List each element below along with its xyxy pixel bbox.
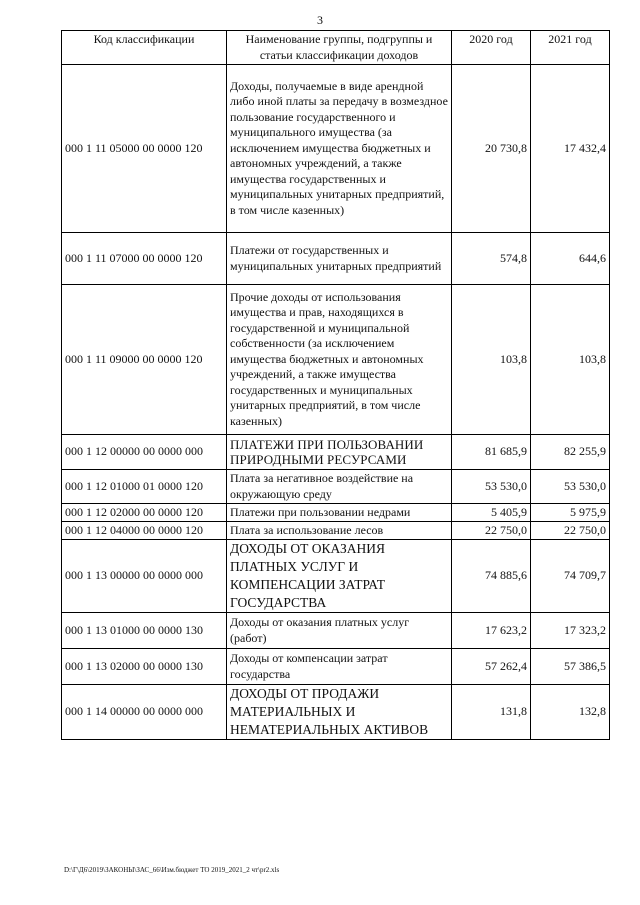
- row-name: ДОХОДЫ ОТ ОКАЗАНИЯ ПЛАТНЫХ УСЛУГ И КОМПЕНСАЦИИ ЗАТРАТ ГОСУДАРСТВА: [227, 540, 452, 613]
- row-value-2021: 57 386,5: [531, 649, 610, 685]
- row-value-2020: 53 530,0: [452, 470, 531, 504]
- row-code: 000 1 11 05000 00 0000 120: [62, 65, 227, 233]
- row-name: Прочие доходы от использования имущества и прав, находящихся в государственной и муниципальной собственности (за исключением имущества бюджетных и автономных учреждений, а также имущества государственных и муниципальных унитарных предприятий, в том числе казенных): [227, 285, 452, 435]
- row-code: 000 1 13 01000 00 0000 130: [62, 613, 227, 649]
- row-name: Плата за негативное воздействие на окружающую среду: [227, 470, 452, 504]
- row-value-2021: 5 975,9: [531, 504, 610, 522]
- table-row: [62, 285, 610, 435]
- row-value-2021: 103,8: [531, 285, 610, 435]
- row-value-2020: 20 730,8: [452, 65, 531, 233]
- row-code: 000 1 11 09000 00 0000 120: [62, 285, 227, 435]
- row-value-2020: 81 685,9: [452, 435, 531, 470]
- row-value-2020: 74 885,6: [452, 540, 531, 613]
- row-code: 000 1 12 01000 01 0000 120: [62, 470, 227, 504]
- row-name: Платежи при пользовании недрами: [227, 504, 452, 522]
- table-row: [62, 65, 610, 233]
- row-value-2021: 644,6: [531, 233, 610, 285]
- table-row: [62, 504, 610, 522]
- row-name: ПЛАТЕЖИ ПРИ ПОЛЬЗОВАНИИ ПРИРОДНЫМИ РЕСУРСАМИ: [227, 435, 452, 470]
- table-row: [62, 435, 610, 470]
- row-value-2021: 17 323,2: [531, 613, 610, 649]
- row-value-2020: 57 262,4: [452, 649, 531, 685]
- row-code: 000 1 11 07000 00 0000 120: [62, 233, 227, 285]
- table-header-row: [62, 31, 610, 65]
- row-value-2021: 74 709,7: [531, 540, 610, 613]
- row-value-2021: 17 432,4: [531, 65, 610, 233]
- header-name: Наименование группы, подгруппы и статьи классификации доходов: [227, 31, 452, 65]
- row-name: Плата за использование лесов: [227, 522, 452, 540]
- row-name: ДОХОДЫ ОТ ПРОДАЖИ МАТЕРИАЛЬНЫХ И НЕМАТЕРИАЛЬНЫХ АКТИВОВ: [227, 685, 452, 740]
- header-code: Код классификации: [62, 31, 227, 65]
- row-code: 000 1 13 02000 00 0000 130: [62, 649, 227, 685]
- row-name: Доходы, получаемые в виде арендной либо иной платы за передачу в возмездное пользование государственного и муниципального имущества (за исключением имущества бюджетных и автономных учреждений, а также имущества государственных и муниципальных унитарных предприятий, в том числе казенных): [227, 65, 452, 233]
- page-number: 3: [317, 13, 323, 27]
- row-value-2020: 5 405,9: [452, 504, 531, 522]
- header-2021: 2021 год: [531, 31, 610, 65]
- row-value-2020: 103,8: [452, 285, 531, 435]
- table-row: [62, 613, 610, 649]
- row-code: 000 1 14 00000 00 0000 000: [62, 685, 227, 740]
- row-code: 000 1 13 00000 00 0000 000: [62, 540, 227, 613]
- row-value-2021: 53 530,0: [531, 470, 610, 504]
- row-code: 000 1 12 00000 00 0000 000: [62, 435, 227, 470]
- table-row: [62, 649, 610, 685]
- row-value-2021: 132,8: [531, 685, 610, 740]
- table-row: [62, 233, 610, 285]
- row-value-2021: 22 750,0: [531, 522, 610, 540]
- row-code: 000 1 12 02000 00 0000 120: [62, 504, 227, 522]
- row-value-2020: 131,8: [452, 685, 531, 740]
- table-row: [62, 540, 610, 613]
- header-2020: 2020 год: [452, 31, 531, 65]
- row-name: Платежи от государственных и муниципальных унитарных предприятий: [227, 233, 452, 285]
- revenue-table: [61, 30, 610, 740]
- row-name: Доходы от оказания платных услуг (работ): [227, 613, 452, 649]
- footer-file-path: D:\Г\Д6\2019\ЗАКОНЫ\ЗАС_66\Изм.бюджет ТО 2019_2021_2 чт\pr2.xls: [64, 866, 280, 874]
- row-value-2021: 82 255,9: [531, 435, 610, 470]
- table-row: [62, 685, 610, 740]
- table-row: [62, 470, 610, 504]
- table-row: [62, 522, 610, 540]
- row-value-2020: 22 750,0: [452, 522, 531, 540]
- row-value-2020: 17 623,2: [452, 613, 531, 649]
- row-code: 000 1 12 04000 00 0000 120: [62, 522, 227, 540]
- row-value-2020: 574,8: [452, 233, 531, 285]
- row-name: Доходы от компенсации затрат государства: [227, 649, 452, 685]
